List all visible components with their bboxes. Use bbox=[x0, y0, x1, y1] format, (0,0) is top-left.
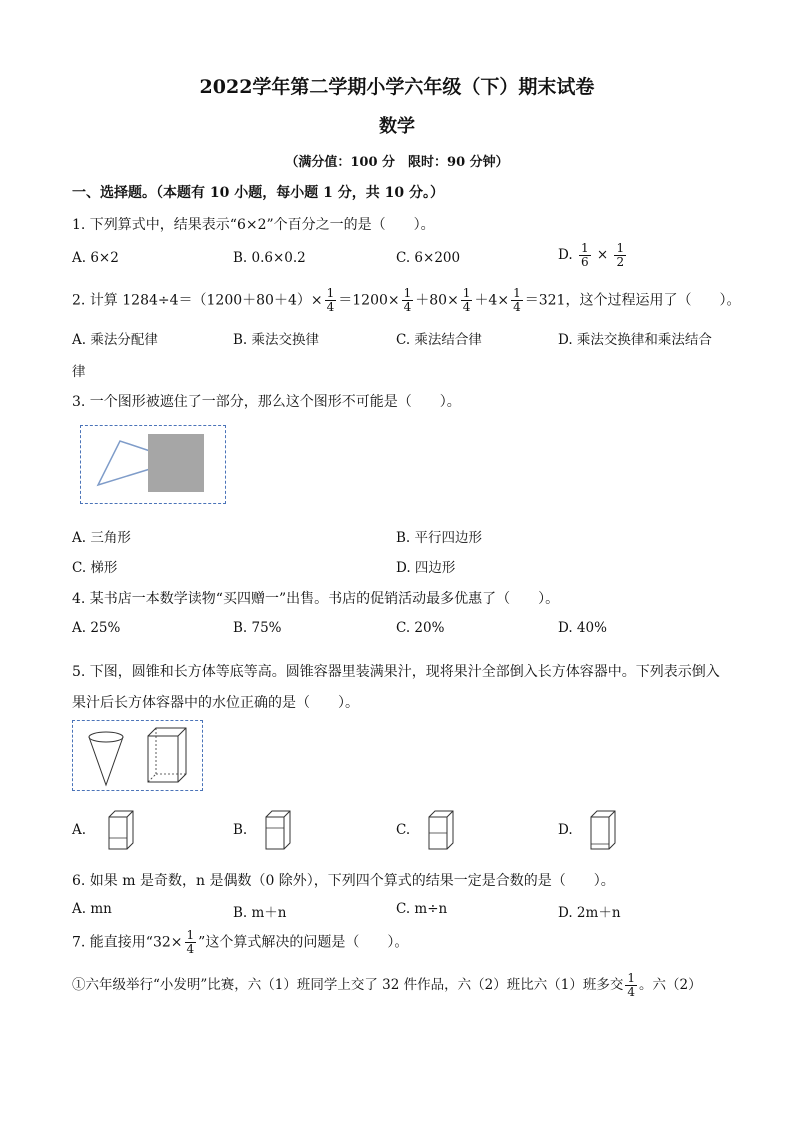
q5-cone-sides bbox=[89, 737, 123, 785]
q1-d-fraction-2: $\frac{1}{2}$ bbox=[616, 241, 625, 269]
q1-option-d bbox=[558, 242, 628, 269]
q4-option-a: A. 25% bbox=[72, 620, 121, 636]
q2-option-b: B. 乘法交换律 bbox=[233, 332, 320, 348]
q2-fraction: $\frac{1}{4}$ bbox=[462, 286, 471, 314]
q1-d-prefix: D. bbox=[558, 247, 577, 263]
q5-option-a: A. bbox=[72, 822, 87, 838]
q5-stem-line1: 5. 下图，圆锥和长方体等底等高。圆锥容器里装满果汁，现将果汁全部倒入长方体容器中。下列表示倒入 bbox=[72, 664, 720, 680]
q2-fraction: $\frac{1}{4}$ bbox=[513, 286, 521, 314]
q2-option-c: C. 乘法结合律 bbox=[396, 332, 482, 348]
q4-stem: 4. 某书店一本数学读物“买四赠一”出售。书店的促销活动最多优惠了（ ）。 bbox=[72, 591, 560, 607]
q3-figure bbox=[80, 425, 226, 505]
q2-fraction: $\frac{1}{4}$ bbox=[403, 286, 412, 314]
exam-title: 2022学年第二学期小学六年级（下）期末试卷 bbox=[199, 76, 595, 98]
q3-option-c: C. 梯形 bbox=[72, 560, 118, 576]
q5-option-a-figure bbox=[106, 808, 136, 852]
q4-option-d: D. 40% bbox=[558, 620, 607, 636]
score-time-note: （满分值：100 分 限时：90 分钟） bbox=[285, 155, 509, 170]
q5-stem-line2: 果汁后长方体容器中的水位正确的是（ ）。 bbox=[72, 695, 359, 711]
q3-cover-square bbox=[148, 434, 204, 492]
q1-d-times: × bbox=[596, 247, 609, 263]
q7-item-1: ①六年级举行“小发明”比赛，六（1）班同学上交了 32 件作品，六（2）班比六（1）班多交 $\frac{1}{4}$ 。六（2） bbox=[72, 971, 702, 999]
q6-option-b: B. m＋n bbox=[233, 905, 287, 921]
q6-option-d: D. 2m＋n bbox=[558, 905, 621, 921]
q6-option-c: C. m÷n bbox=[396, 901, 448, 917]
q1-option-c: C. 6×200 bbox=[396, 250, 461, 266]
q3-option-d: D. 四边形 bbox=[396, 560, 456, 576]
q4-option-b: B. 75% bbox=[233, 620, 282, 636]
q5-cuboid-front bbox=[148, 736, 178, 782]
q3-option-b: B. 平行四边形 bbox=[396, 530, 483, 546]
q1-option-a: A. 6×2 bbox=[72, 250, 119, 266]
q3-stem: 3. 一个图形被遮住了一部分，那么这个图形不可能是（ ）。 bbox=[72, 394, 461, 410]
q3-visible-lines bbox=[98, 441, 150, 485]
q4-option-c: C. 20% bbox=[396, 620, 445, 636]
q5-option-d: D. bbox=[558, 822, 573, 838]
q1-d-fraction-1: $\frac{1}{6}$ bbox=[580, 241, 589, 269]
q7-stem: 7. 能直接用“32× $\frac{1}{4}$ ”这个算式解决的问题是（ ）。 bbox=[72, 928, 409, 956]
q5-option-c-figure bbox=[426, 808, 456, 852]
q5-option-b: B. bbox=[233, 822, 248, 838]
q7-fraction: $\frac{1}{4}$ bbox=[186, 928, 195, 956]
q2-stem: 2. 计算 1284÷4＝（1200＋80＋4）× $\frac{1}{4}$ ＝1200× $\frac{1}{4}$ ＋80× $\frac{1}{4}$ ＋4× $\frac{1}{4}$ ＝321，这个过程运用了（ ）。 bbox=[72, 286, 741, 314]
q3-option-a: A. 三角形 bbox=[72, 530, 131, 546]
q2-option-d: D. 乘法交换律和乘法结合 bbox=[558, 332, 712, 348]
q2-option-a: A. 乘法分配律 bbox=[72, 332, 158, 348]
q1-option-b: B. 0.6×0.2 bbox=[233, 250, 306, 266]
q6-option-a: A. mn bbox=[72, 901, 112, 917]
q7-item-1-fraction: $\frac{1}{4}$ bbox=[627, 971, 635, 999]
q2-option-d-wrap: 律 bbox=[72, 364, 86, 380]
q5-option-d-figure bbox=[588, 808, 624, 852]
q5-cone-top bbox=[89, 732, 123, 742]
q5-option-c: C. bbox=[396, 822, 411, 838]
q1-stem: 1. 下列算式中，结果表示“6×2”个百分之一的是（ ）。 bbox=[72, 217, 435, 233]
q2-fraction: $\frac{1}{4}$ bbox=[326, 286, 335, 314]
q6-stem: 6. 如果 m 是奇数，n 是偶数（0 除外），下列四个算式的结果一定是合数的是（ ）。 bbox=[72, 873, 615, 889]
subject-title: 数学 bbox=[379, 116, 415, 137]
q5-figure bbox=[72, 720, 204, 792]
section-heading: 一、选择题。（本题有 10 小题，每小题 1 分，共 10 分。） bbox=[72, 185, 444, 201]
q5-option-b-figure bbox=[263, 808, 293, 852]
